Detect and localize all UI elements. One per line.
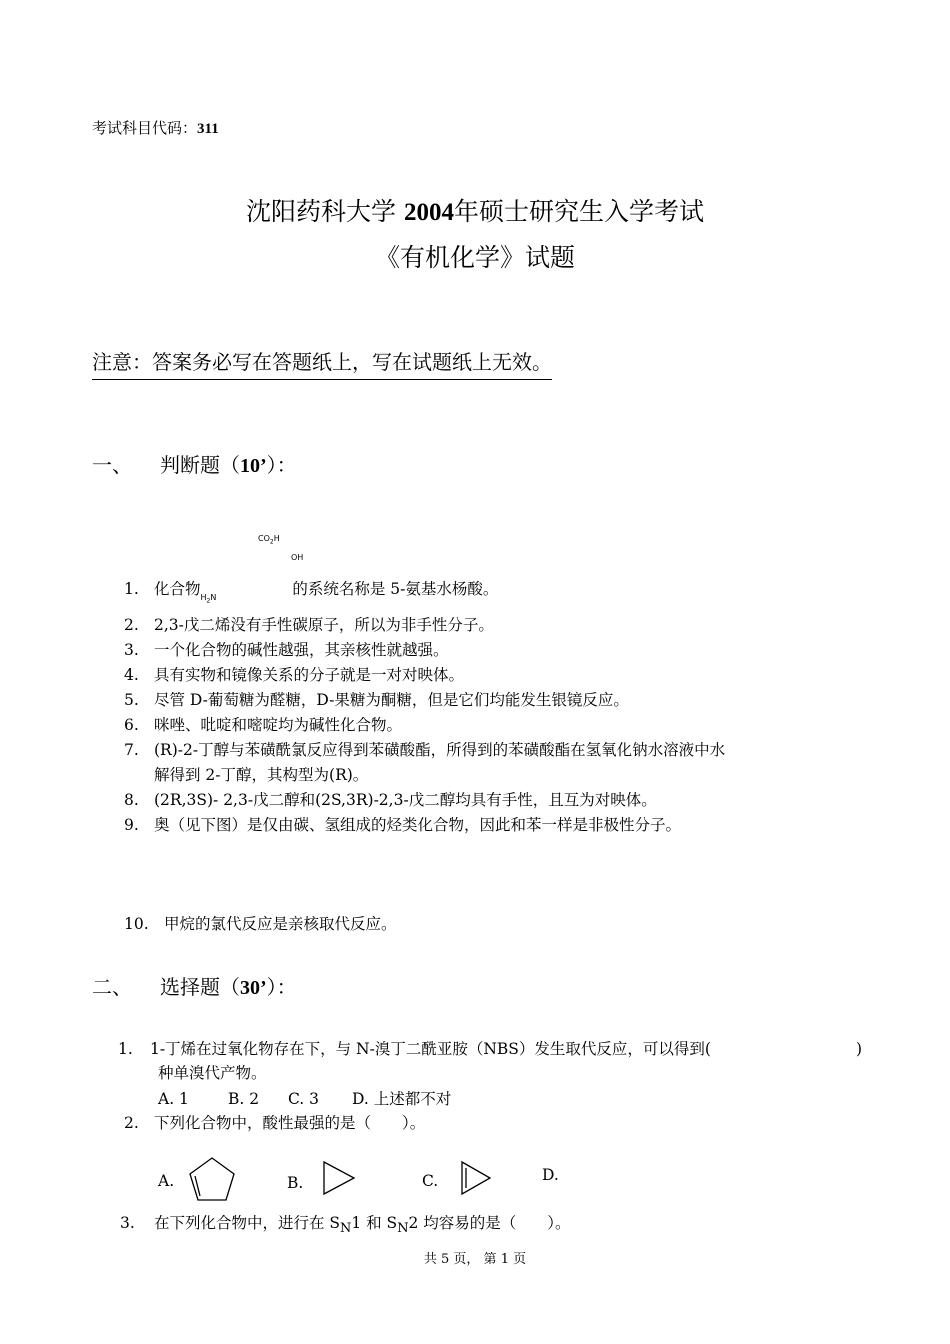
question-text-suffix: 的系统名称是 5-氨基水杨酸。 [292, 580, 499, 598]
section-heading-2 [92, 971, 297, 1000]
cyclopentadiene-structure [188, 1156, 238, 1204]
subject-code [92, 117, 219, 138]
question-text: 咪唑、吡啶和嘧啶均为碱性化合物。 [154, 716, 403, 734]
question-number: 10. [124, 915, 149, 933]
option-d: D. 上述都不对 [352, 1090, 452, 1108]
question-number: 6. [124, 716, 139, 734]
question-text: 2,3-戊二烯没有手性碳原子，所以为非手性分子。 [154, 616, 494, 634]
question-text-continued: 解得到 2-丁醇，其构型为(R)。 [154, 766, 369, 784]
question-number: 8. [124, 791, 139, 809]
q2-option-a-label: A. [158, 1172, 175, 1190]
question-number: 1. [118, 1040, 133, 1058]
question-text-b: 1 和 S [351, 1214, 398, 1232]
subject-code-label: 考试科目代码： [92, 119, 198, 137]
q2-option-c-label: C. [422, 1172, 439, 1190]
tf-question-1 [124, 578, 884, 605]
mc-question-1 [118, 1038, 878, 1110]
tf-question-9 [124, 814, 884, 836]
exam-title-school: 沈阳药科大学 [246, 197, 397, 226]
question-number: 1. [124, 580, 139, 598]
ring-pentagon [190, 1158, 234, 1200]
section-number: 二、 [92, 975, 132, 999]
sn2-subscript: N [397, 1221, 409, 1237]
question-number: 7. [124, 741, 139, 759]
cyclopropene-double-bond-structure [458, 1160, 494, 1196]
question-text: 1-丁烯在过氧化物存在下，与 N-溴丁二酰亚胺（NBS）发生取代反应，可以得到( [150, 1040, 711, 1058]
section-title-end: ）： [266, 453, 297, 477]
subject-code-value: 311 [197, 121, 219, 137]
question-text: (2R,3S)- 2,3-戊二醇和(2S,3R)-2,3-戊二醇均具有手性，且互为对映体。 [154, 791, 657, 809]
question-text: 具有实物和镜像关系的分子就是一对对映体。 [154, 666, 465, 684]
option-a: A. 1 [158, 1090, 189, 1108]
co2h-co: CO [258, 534, 270, 543]
question-text: 一个化合物的碱性越强，其亲核性就越强。 [154, 641, 449, 659]
section-number: 一、 [92, 453, 132, 477]
question-text: 甲烷的氯代反应是亲核取代反应。 [164, 915, 397, 933]
ring-triangle [324, 1162, 354, 1194]
question-text-a: 在下列化合物中，进行在 S [154, 1214, 341, 1232]
question-number: 9. [124, 816, 139, 834]
question-number: 4. [124, 666, 139, 684]
h2n-sub: 2 [206, 597, 211, 605]
tf-question-7 [124, 739, 904, 783]
h2n-n: N [210, 593, 217, 602]
question-number: 3. [120, 1214, 135, 1232]
co2h-sub: 2 [269, 538, 274, 546]
question-text: (R)-2-丁醇与苯磺酰氯反应得到苯磺酸酯，所得到的苯磺酸酯在氢氧化钠水溶液中水 [154, 741, 726, 759]
section-heading-1 [92, 449, 297, 478]
exam-title [0, 192, 950, 228]
option-b: B. 2 [228, 1090, 260, 1108]
section-points: 10’ [240, 455, 267, 477]
question-number: 2. [124, 1114, 139, 1132]
tf-question-10 [124, 913, 884, 935]
notice: 注意：答案务必写在答题纸上，写在试题纸上无效。 [92, 346, 552, 380]
option-c: C. 3 [288, 1090, 320, 1108]
tf-question-5 [124, 689, 884, 711]
question-text [154, 578, 498, 607]
mc-question-2 [124, 1112, 884, 1134]
tf-question-6 [124, 714, 884, 736]
question-text: 尽管 D-葡萄糖为醛糖，D-果糖为酮糖，但是它们均能发生银镜反应。 [154, 691, 629, 709]
mc-question-3 [120, 1212, 880, 1238]
question-text-prefix: 化合物 [154, 580, 201, 598]
molecule-oh-label: OH [291, 553, 304, 562]
question-text: 下列化合物中，酸性最强的是（ ）。 [154, 1114, 426, 1132]
exam-title-year: 2004 [403, 199, 454, 226]
section-title: 选择题（ [160, 975, 240, 999]
co2h-h: H [273, 534, 280, 543]
question-text-continued: 种单溴代产物。 [158, 1064, 267, 1082]
tf-question-4 [124, 664, 884, 686]
q2-option-b-label: B. [287, 1174, 304, 1192]
sn1-subscript: N [340, 1221, 352, 1237]
h2n-h: H [200, 593, 207, 602]
tf-question-2 [124, 614, 884, 636]
question-number: 5. [124, 691, 139, 709]
q2-option-d-label: D. [542, 1166, 559, 1184]
section-points: 30’ [240, 977, 267, 999]
question-number: 2. [124, 616, 139, 634]
exam-subtitle: 《有机化学》试题 [374, 243, 575, 272]
section-title: 判断题（ [160, 453, 240, 477]
question-number: 3. [124, 641, 139, 659]
tf-question-8 [124, 789, 884, 811]
answer-blank-close: ) [856, 1040, 863, 1058]
molecule-co2h-label [258, 534, 280, 546]
exam-title-suffix: 年硕士研究生入学考试 [453, 197, 704, 226]
question-text [154, 1212, 571, 1240]
cyclopropene-structure [322, 1160, 358, 1196]
page-footer: 共 5 页， 第 1 页 [423, 1252, 527, 1267]
molecule-h2n-label [200, 593, 217, 605]
section-title-end: ）： [266, 975, 297, 999]
question-text-c: 2 均容易的是（ ）。 [408, 1214, 571, 1232]
question-text: 奥（见下图）是仅由碳、氢组成的烃类化合物，因此和苯一样是非极性分子。 [154, 816, 682, 834]
tf-question-3 [124, 639, 884, 661]
